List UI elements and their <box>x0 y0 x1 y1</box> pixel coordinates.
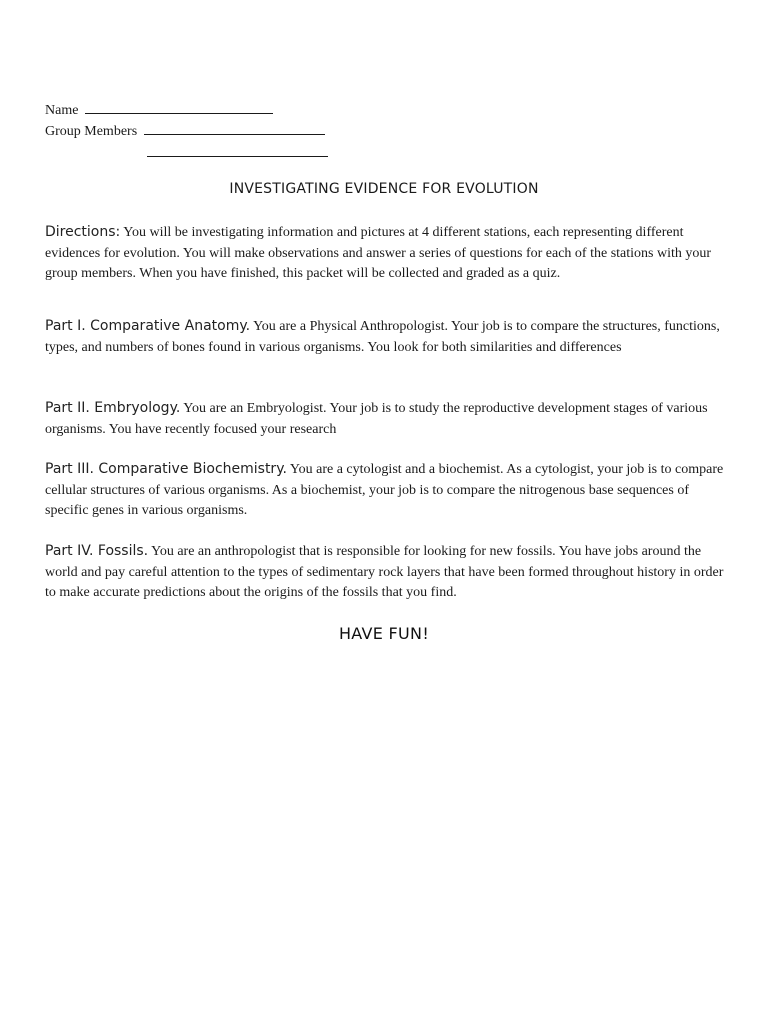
part-1-paragraph <box>45 316 725 358</box>
directions-lead: Directions: <box>45 224 121 240</box>
name-label: Name <box>45 103 79 118</box>
group-members-blank-line-2[interactable] <box>147 143 328 157</box>
part-3-heading: Part III. Comparative Biochemistry. <box>45 461 287 477</box>
worksheet-title: INVESTIGATING EVIDENCE FOR EVOLUTION <box>229 181 539 197</box>
group-members-row <box>45 121 325 141</box>
part-2-text: You are an Embryologist. Your job is to study the reproductive development stages of various organisms. You have recently focused your research <box>45 401 708 437</box>
part-1-heading: Part I. Comparative Anatomy. <box>45 318 251 334</box>
group-members-label: Group Members <box>45 124 138 139</box>
part-4-paragraph <box>45 541 725 604</box>
part-4-heading: Part IV. Fossils. <box>45 543 149 559</box>
directions-paragraph <box>45 222 725 285</box>
closing-message: HAVE FUN! <box>338 624 430 643</box>
part-1-text: You are a Physical Anthropologist. Your job is to compare the structures, functions, types, and numbers of bones found in various organisms. You look for both similarities and differences <box>45 319 720 355</box>
group-members-blank-line-1[interactable] <box>144 121 325 135</box>
part-4-text: You are an anthropologist that is responsible for looking for new fossils. You have jobs around the world and pay careful attention to the types of sedimentary rock layers that have been formed throughout history in order to make accurate predictions about the origins of the fossils that you find. <box>45 544 724 600</box>
name-field-row <box>45 100 273 120</box>
part-3-text: You are a cytologist and a biochemist. As a cytologist, your job is to compare cellular structures of various organisms. As a biochemist, your job is to compare the nitrogenous base sequences of specific genes in various organisms. <box>45 462 724 518</box>
part-2-paragraph <box>45 398 725 440</box>
part-2-heading: Part II. Embryology. <box>45 400 181 416</box>
part-3-paragraph <box>45 459 725 522</box>
group-members-extra-row <box>147 143 328 163</box>
directions-text: You will be investigating information and pictures at 4 different stations, each representing different evidences for evolution. You will make observations and answer a series of questions for each of the stations with your group members. When you have finished, this packet will be collected and graded as a quiz. <box>45 225 712 281</box>
name-blank-line[interactable] <box>85 100 273 114</box>
